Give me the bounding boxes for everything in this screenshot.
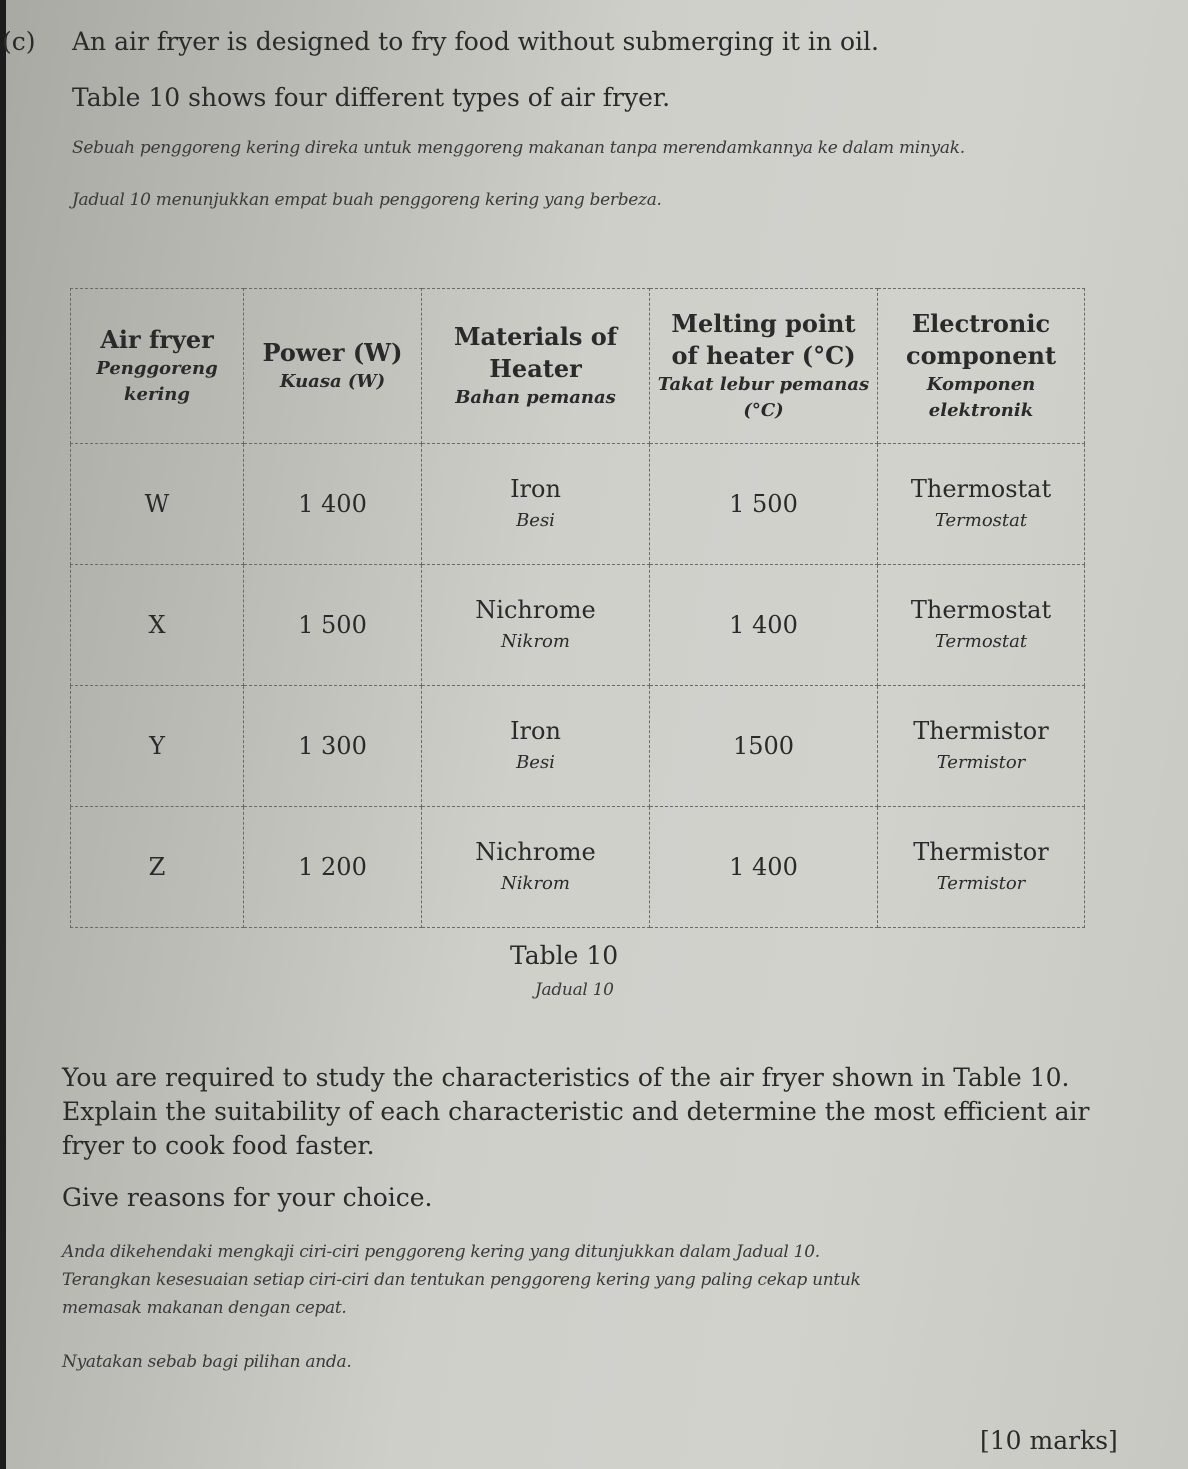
cell-material: Nichrome Nikrom [422, 565, 650, 686]
cell-fryer: Z [71, 807, 244, 928]
cell-fryer: X [71, 565, 244, 686]
table-header-row [71, 289, 1085, 444]
task-my-2: Terangkan kesesuaian setiap ciri-ciri dan tentukan penggoreng kering yang paling cekap untuk [62, 1270, 861, 1290]
question-label: (c) [2, 27, 36, 56]
cell-material: Nichrome Nikrom [422, 807, 650, 928]
task-my-3: memasak makanan dengan cepat. [62, 1298, 347, 1318]
task-reason: Give reasons for your choice. [62, 1183, 433, 1212]
task-reason-my: Nyatakan sebab bagi pilihan anda. [62, 1352, 352, 1372]
cell-component: Thermostat Termostat [878, 444, 1085, 565]
task-my-1: Anda dikehendaki mengkaji ciri-ciri penggoreng kering yang ditunjukkan dalam Jadual 10. [62, 1242, 820, 1262]
cell-fryer: Y [71, 686, 244, 807]
table-caption-my: Jadual 10 [535, 980, 614, 1000]
cell-melting: 1500 [650, 686, 878, 807]
cell-component: Thermostat Termostat [878, 565, 1085, 686]
page-edge [0, 0, 6, 1469]
cell-power: 1 200 [244, 807, 422, 928]
cell-material: Iron Besi [422, 686, 650, 807]
intro-line-1: An air fryer is designed to fry food without submerging it in oil. [72, 27, 879, 56]
cell-fryer: W [71, 444, 244, 565]
header-air-fryer: Air fryer Penggoreng kering [71, 289, 244, 444]
header-material: Materials of Heater Bahan pemanas [422, 289, 650, 444]
cell-material: Iron Besi [422, 444, 650, 565]
table-caption: Table 10 [510, 941, 619, 970]
cell-melting: 1 400 [650, 807, 878, 928]
task-line-2: Explain the suitability of each characteristic and determine the most efficient air [62, 1097, 1090, 1126]
cell-component: Thermistor Termistor [878, 686, 1085, 807]
intro-my-1: Sebuah penggoreng kering direka untuk menggoreng makanan tanpa merendamkannya ke dalam minyak. [72, 138, 965, 158]
header-melting-point: Melting point of heater (°C) Takat lebur pemanas (°C) [650, 289, 878, 444]
intro-my-2: Jadual 10 menunjukkan empat buah penggoreng kering yang berbeza. [72, 190, 662, 210]
header-power: Power (W) Kuasa (W) [244, 289, 422, 444]
cell-power: 1 500 [244, 565, 422, 686]
intro-line-2: Table 10 shows four different types of air fryer. [72, 83, 671, 112]
task-line-1: You are required to study the characteristics of the air fryer shown in Table 10. [62, 1063, 1070, 1092]
cell-component: Thermistor Termistor [878, 807, 1085, 928]
table-row [71, 444, 1085, 565]
table-row [71, 686, 1085, 807]
table-row [71, 565, 1085, 686]
header-component: Electronic component Komponen elektronik [878, 289, 1085, 444]
air-fryer-table [70, 288, 1085, 928]
cell-power: 1 400 [244, 444, 422, 565]
marks: [10 marks] [980, 1426, 1118, 1455]
table-row [71, 807, 1085, 928]
task-line-3: fryer to cook food faster. [62, 1131, 375, 1160]
cell-melting: 1 500 [650, 444, 878, 565]
cell-melting: 1 400 [650, 565, 878, 686]
cell-power: 1 300 [244, 686, 422, 807]
